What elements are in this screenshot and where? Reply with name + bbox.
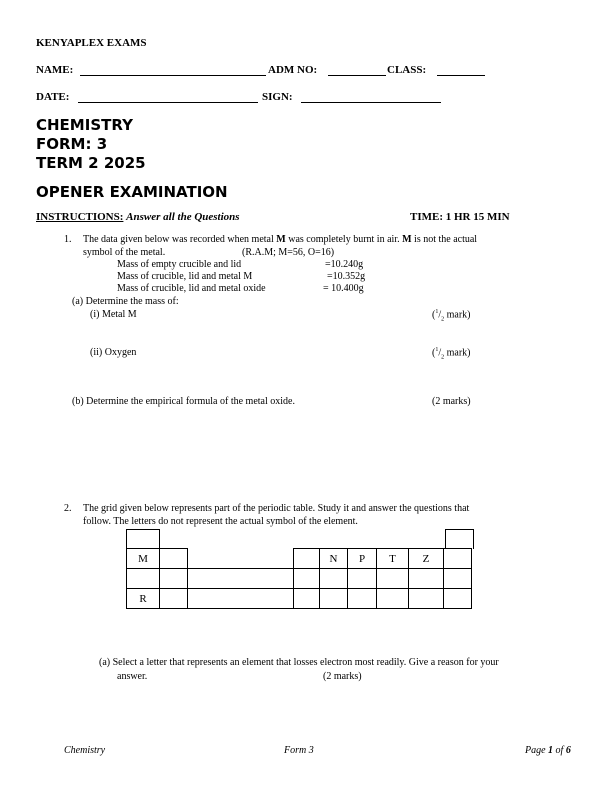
- q1-data-label-1: Mass of empty crucible and lid: [117, 259, 242, 270]
- grid-cell: [127, 569, 160, 589]
- grid-cell: [348, 569, 377, 589]
- q1a-ii-marks: ($^1/_2$ mark): [432, 347, 471, 361]
- q2-line2: follow. The letters do not represent the actual symbol of the element.: [83, 516, 358, 527]
- grid-cell: [377, 589, 409, 609]
- grid-cell: [409, 589, 444, 609]
- footer-form: Form 3: [284, 745, 314, 756]
- grid-cell: [294, 569, 320, 589]
- q1a-i: (i) Metal M: [90, 309, 137, 320]
- sign-field[interactable]: [301, 102, 441, 103]
- grid-top-cell-left: [126, 529, 160, 549]
- q2a-line2: answer.: [117, 671, 148, 682]
- grid-cell: M: [127, 549, 160, 569]
- grid-cell: [188, 589, 294, 609]
- grid-cell: [294, 589, 320, 609]
- q2a-marks: (2 marks): [323, 671, 362, 682]
- name-field[interactable]: [80, 75, 266, 76]
- grid-cell: [444, 589, 472, 609]
- instructions-text: Answer all the Questions: [126, 211, 240, 223]
- footer-page: Page 1 of 6: [525, 745, 571, 756]
- q1-number: 1.: [64, 234, 72, 245]
- grid-cell: R: [127, 589, 160, 609]
- q1-data-label-3: Mass of crucible, lid and metal oxide: [117, 283, 266, 294]
- grid-cell: T: [377, 549, 409, 569]
- grid-cell: [320, 589, 348, 609]
- grid-cell: [160, 589, 188, 609]
- grid-cell: N: [320, 549, 348, 569]
- q1a-ii: (ii) Oxygen: [90, 347, 137, 358]
- grid-cell: [409, 569, 444, 589]
- grid-cell: [160, 549, 188, 569]
- name-label: NAME:: [36, 64, 74, 76]
- grid-cell: P: [348, 549, 377, 569]
- q1b-marks: (2 marks): [432, 396, 471, 407]
- class-label: CLASS:: [387, 64, 427, 76]
- form-title: FORM: 3: [36, 135, 108, 153]
- grid-cell: Z: [409, 549, 444, 569]
- q1-line2: symbol of the metal.: [83, 247, 166, 258]
- subject-title: CHEMISTRY: [36, 116, 133, 134]
- grid-row-3: [127, 589, 472, 609]
- q1a-label: (a) Determine the mass of:: [72, 296, 179, 307]
- q1a-i-marks: ($^1/_2$ mark): [432, 309, 471, 323]
- grid-cell: [188, 549, 294, 569]
- grid-row-1: [127, 549, 472, 569]
- date-label: DATE:: [36, 91, 70, 103]
- q1-ram: (R.A.M; M=56, O=16): [242, 247, 335, 258]
- grid-cell: [188, 569, 294, 589]
- grid-cell: [444, 549, 472, 569]
- q1-data-value-3: = 10.400g: [323, 283, 364, 294]
- q2a-line1: (a) Select a letter that represents an element that losses electron most readily. Give a reason for your: [99, 657, 499, 668]
- q2-number: 2.: [64, 503, 72, 514]
- grid-cell: [294, 549, 320, 569]
- grid-cell: [320, 569, 348, 589]
- grid-cell: [160, 569, 188, 589]
- grid-cell: [444, 569, 472, 589]
- grid-cell: [348, 589, 377, 609]
- adm-label: ADM NO:: [268, 64, 318, 76]
- footer-subject: Chemistry: [64, 745, 106, 756]
- grid-top-cell-right: [445, 529, 474, 549]
- q1-data-label-2: Mass of crucible, lid and metal M: [117, 271, 253, 282]
- q1-line1: The data given below was recorded when metal M was completely burnt in air. M is not the actual: [83, 234, 478, 245]
- exam-time: TIME: 1 HR 15 MIN: [410, 211, 510, 223]
- grid-cell: [377, 569, 409, 589]
- periodic-grid: [126, 548, 472, 609]
- grid-row-2: [127, 569, 472, 589]
- instructions-label: INSTRUCTIONS:: [36, 211, 124, 223]
- exam-title: OPENER EXAMINATION: [36, 183, 228, 201]
- q1b-label: (b) Determine the empirical formula of the metal oxide.: [72, 396, 295, 407]
- term-title: TERM 2 2025: [36, 154, 146, 172]
- adm-field[interactable]: [328, 75, 386, 76]
- q1-data-value-1: =10.240g: [325, 259, 364, 270]
- q2-line1: The grid given below represents part of the periodic table. Study it and answer the questions that: [83, 503, 470, 514]
- date-field[interactable]: [78, 102, 258, 103]
- instructions-line: [36, 211, 240, 223]
- sign-label: SIGN:: [262, 91, 293, 103]
- school-name: KENYAPLEX EXAMS: [36, 37, 147, 49]
- class-field[interactable]: [437, 75, 485, 76]
- q1-data-value-2: =10.352g: [327, 271, 366, 282]
